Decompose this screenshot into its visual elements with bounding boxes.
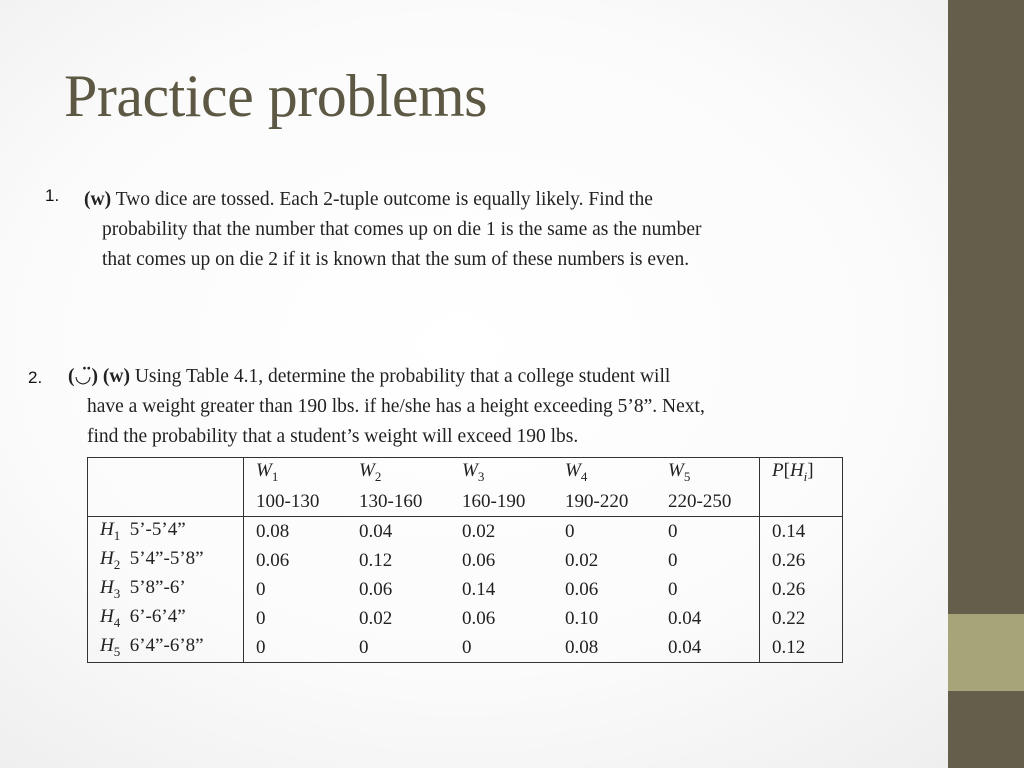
row-header: $H_5$ 6’4”-6’8” bbox=[88, 633, 244, 663]
table-cell: 0.02 bbox=[462, 520, 496, 542]
side-bar-accent bbox=[948, 614, 1024, 691]
table-body bbox=[88, 517, 843, 663]
table-prob-empty bbox=[760, 487, 843, 517]
table-col-header: $W_5$ bbox=[668, 460, 691, 484]
table-cell: 0 bbox=[668, 549, 678, 571]
problem-2-line-2: have a weight greater than 190 lbs. if he/she has a height exceeding 5’8”. Next, bbox=[87, 396, 705, 417]
table-col-range: 190-220 bbox=[553, 487, 656, 517]
table-cell: 0.08 bbox=[565, 636, 599, 658]
problem-1-line-2: probability that the number that comes up on die 1 is the same as the number bbox=[102, 219, 702, 240]
problem-1-text: Two dice are tossed. Each 2-tuple outcome is equally likely. Find the bbox=[115, 189, 653, 210]
table-cell: 0.04 bbox=[668, 607, 702, 629]
row-prob-cell: 0.26 bbox=[760, 546, 843, 575]
table-col-range: 130-160 bbox=[347, 487, 450, 517]
table-corner-cell bbox=[88, 458, 244, 488]
table-header-row bbox=[88, 458, 843, 488]
row-header: $H_2$ 5’4”-5’8” bbox=[88, 546, 244, 575]
height-weight-table bbox=[87, 457, 843, 663]
table-cell: 0.10 bbox=[565, 607, 599, 629]
row-prob-cell: 0.22 bbox=[760, 604, 843, 633]
row-header: $H_3$ 5’8”-6’ bbox=[88, 575, 244, 604]
table-cell: 0.14 bbox=[462, 578, 496, 600]
problem-2-tag: (◡̈) (w) bbox=[68, 366, 130, 387]
table-cell: 0 bbox=[565, 520, 575, 542]
table-cell: 0.02 bbox=[359, 607, 393, 629]
table-col-range: 100-130 bbox=[244, 487, 348, 517]
row-prob-cell: 0.14 bbox=[760, 517, 843, 547]
table-cell: 0 bbox=[462, 636, 472, 658]
problem-1-line-3: that comes up on die 2 if it is known that the sum of these numbers is even. bbox=[102, 249, 690, 270]
table-prob-header: $P[H_i]$ bbox=[760, 458, 843, 488]
table-row bbox=[88, 517, 843, 547]
table-row bbox=[88, 575, 843, 604]
table-cell: 0.06 bbox=[565, 578, 599, 600]
table-cell: 0 bbox=[668, 578, 678, 600]
table-cell: 0.06 bbox=[462, 607, 496, 629]
slide-title: Practice problems bbox=[64, 63, 488, 129]
problem-2-number: 2. bbox=[28, 368, 43, 387]
table-cell: 0 bbox=[668, 520, 678, 542]
problem-1-line-1 bbox=[84, 185, 910, 215]
table-col-range: 160-190 bbox=[450, 487, 553, 517]
table-col-range: 220-250 bbox=[656, 487, 760, 517]
table-col-header: $W_2$ bbox=[359, 460, 382, 484]
table-col-header: $W_4$ bbox=[565, 460, 588, 484]
table-cell: 0 bbox=[256, 636, 266, 658]
row-header: $H_4$ 6’-6’4” bbox=[88, 604, 244, 633]
problem-1-tag: (w) bbox=[84, 189, 112, 210]
table-cell: 0.06 bbox=[256, 549, 290, 571]
table-cell: 0 bbox=[256, 607, 266, 629]
table-corner-cell bbox=[88, 487, 244, 517]
table-cell: 0.06 bbox=[462, 549, 496, 571]
table-col-header: $W_3$ bbox=[462, 460, 485, 484]
row-header: $H_1$ 5’-5’4” bbox=[88, 517, 244, 547]
table-range-row bbox=[88, 487, 843, 517]
table-row bbox=[88, 546, 843, 575]
table-cell: 0.04 bbox=[668, 636, 702, 658]
table-row bbox=[88, 604, 843, 633]
table-cell: 0.02 bbox=[565, 549, 599, 571]
table-cell: 0 bbox=[359, 636, 369, 658]
table-cell: 0 bbox=[256, 578, 266, 600]
row-prob-cell: 0.26 bbox=[760, 575, 843, 604]
table-cell: 0.08 bbox=[256, 520, 290, 542]
problem-1-number: 1. bbox=[45, 186, 60, 205]
problem-2-text: Using Table 4.1, determine the probability that a college student will bbox=[134, 366, 671, 387]
table-cell: 0.06 bbox=[359, 578, 393, 600]
problem-2-line-1 bbox=[68, 362, 896, 392]
table-cell: 0.12 bbox=[359, 549, 393, 571]
table-row bbox=[88, 633, 843, 663]
table-col-header: $W_1$ bbox=[256, 460, 279, 484]
problem-2-line-3: find the probability that a student’s weight will exceed 190 lbs. bbox=[87, 426, 579, 447]
table-cell: 0.04 bbox=[359, 520, 393, 542]
row-prob-cell: 0.12 bbox=[760, 633, 843, 663]
